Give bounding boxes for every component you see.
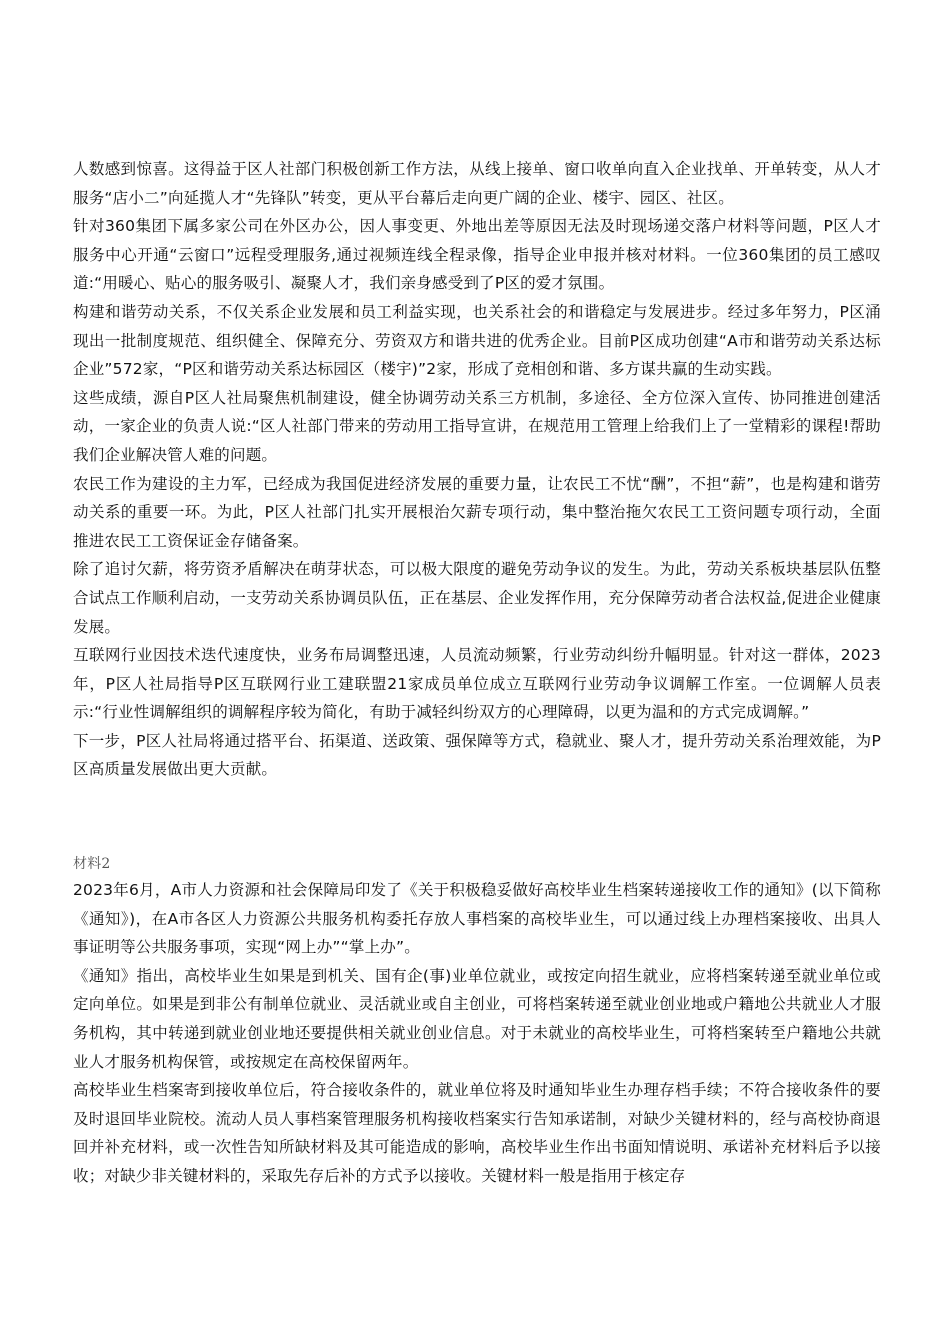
paragraph: 下一步，P区人社局将通过搭平台、拓渠道、送政策、强保障等方式，稳就业、聚人才，提升劳动关系治理效能，为P区高质量发展做出更大贡献。: [73, 731, 881, 779]
paragraph: 高校毕业生档案寄到接收单位后，符合接收条件的，就业单位将及时通知毕业生办理存档手续；不符合接收条件的要及时退回毕业院校。流动人员人事档案管理服务机构接收档案实行告知承诺制，对缺少关键材料的，经与高校协商退回并补充材料，或一次性告知所缺材料及其可能造成的影响，高校毕业生作出书面知情说明、承诺补充材料后予以接收；对缺少非关键材料的，采取先存后补的方式予以接收。关键材料一般是指用于核定存: [73, 1081, 881, 1185]
paragraph: 除了追讨欠薪，将劳资矛盾解决在萌芽状态，可以极大限度的避免劳动争议的发生。为此，劳动关系板块基层队伍整合试点工作顺利启动，一支劳动关系协调员队伍，正在基层、企业发挥作用，充分保障劳动者合法权益,促进企业健康发展。: [73, 560, 881, 636]
paragraph: 这些成绩，源自P区人社局聚焦机制建设，健全协调劳动关系三方机制，多途径、全方位深入宣传、协同推进创建活动，一家企业的负责人说:“区人社部门带来的劳动用工指导宣讲，在规范用工管理上给我们上了一堂精彩的课程!帮助我们企业解决管人难的问题。: [73, 388, 881, 464]
paragraph: 构建和谐劳动关系，不仅关系企业发展和员工利益实现，也关系社会的和谐稳定与发展进步。经过多年努力，P区涌现出一批制度规范、组织健全、保障充分、劳资双方和谐共进的优秀企业。目前P区成功创建“A市和谐劳动关系达标企业”572家，“P区和谐劳动关系达标园区（楼宇)”2家，形成了竞相创和谐、多方谋共赢的生动实践。: [73, 302, 881, 379]
section-2: [73, 852, 881, 1191]
section-1: [73, 155, 881, 784]
paragraph: 人数感到惊喜。这得益于区人社部门积极创新工作方法，从线上接单、窗口收单向直入企业找单、开单转变，从人才服务“店小二”向延揽人才“先锋队”转变，更从平台幕后走向更广阔的企业、楼宇、园区、社区。: [73, 160, 881, 207]
paragraph: 2023年6月，A市人力资源和社会保障局印发了《关于积极稳妥做好高校毕业生档案转递接收工作的通知》(以下简称《通知》)，在A市各区人力资源公共服务机构委托存放人事档案的高校毕业生，可以通过线上办理档案接收、出具人事证明等公共服务事项，实现“网上办”“掌上办”。: [73, 881, 881, 957]
paragraph: 农民工作为建设的主力军，已经成为我国促进经济发展的重要力量，让农民工不忧“酬”，不担“薪”，也是构建和谐劳动关系的重要一环。为此，P区人社部门扎实开展根治欠薪专项行动，集中整治拖欠农民工工资问题专项行动，全面推进农民工工资保证金存储备案。: [73, 474, 881, 550]
paragraph: 互联网行业因技术迭代速度快，业务布局调整迅速，人员流动频繁，行业劳动纠纷升幅明显。针对这一群体，2023年，P区人社局指导P区互联网行业工建联盟21家成员单位成立互联网行业劳动争议调解工作室。一位调解人员表示:“行业性调解组织的调解程序较为简化，有助于减轻纠纷双方的心理障碍，以更为温和的方式完成调解。”: [73, 646, 881, 722]
section-heading: 材料2: [73, 856, 111, 873]
paragraph: 《通知》指出，高校毕业生如果是到机关、国有企(事)业单位就业，或按定向招生就业，应将档案转递至就业单位或定向单位。如果是到非公有制单位就业、灵活就业或自主创业，可将档案转递至就业创业地或户籍地公共就业人才服务机构，其中转递到就业创业地还要提供相关就业创业信息。对于未就业的高校毕业生，可将档案转至户籍地公共就业人才服务机构保管，或按规定在高校保留两年。: [73, 966, 881, 1071]
document-page: [73, 155, 881, 1191]
paragraph: 针对360集团下属多家公司在外区办公，因人事变更、外地出差等原因无法及时现场递交落户材料等问题，P区人才服务中心开通“云窗口”远程受理服务,通过视频连线全程录像，指导企业申报并核对材料。一位360集团的员工感叹道:“用暖心、贴心的服务吸引、凝聚人才，我们亲身感受到了P区的爱才氛围。: [73, 217, 881, 293]
